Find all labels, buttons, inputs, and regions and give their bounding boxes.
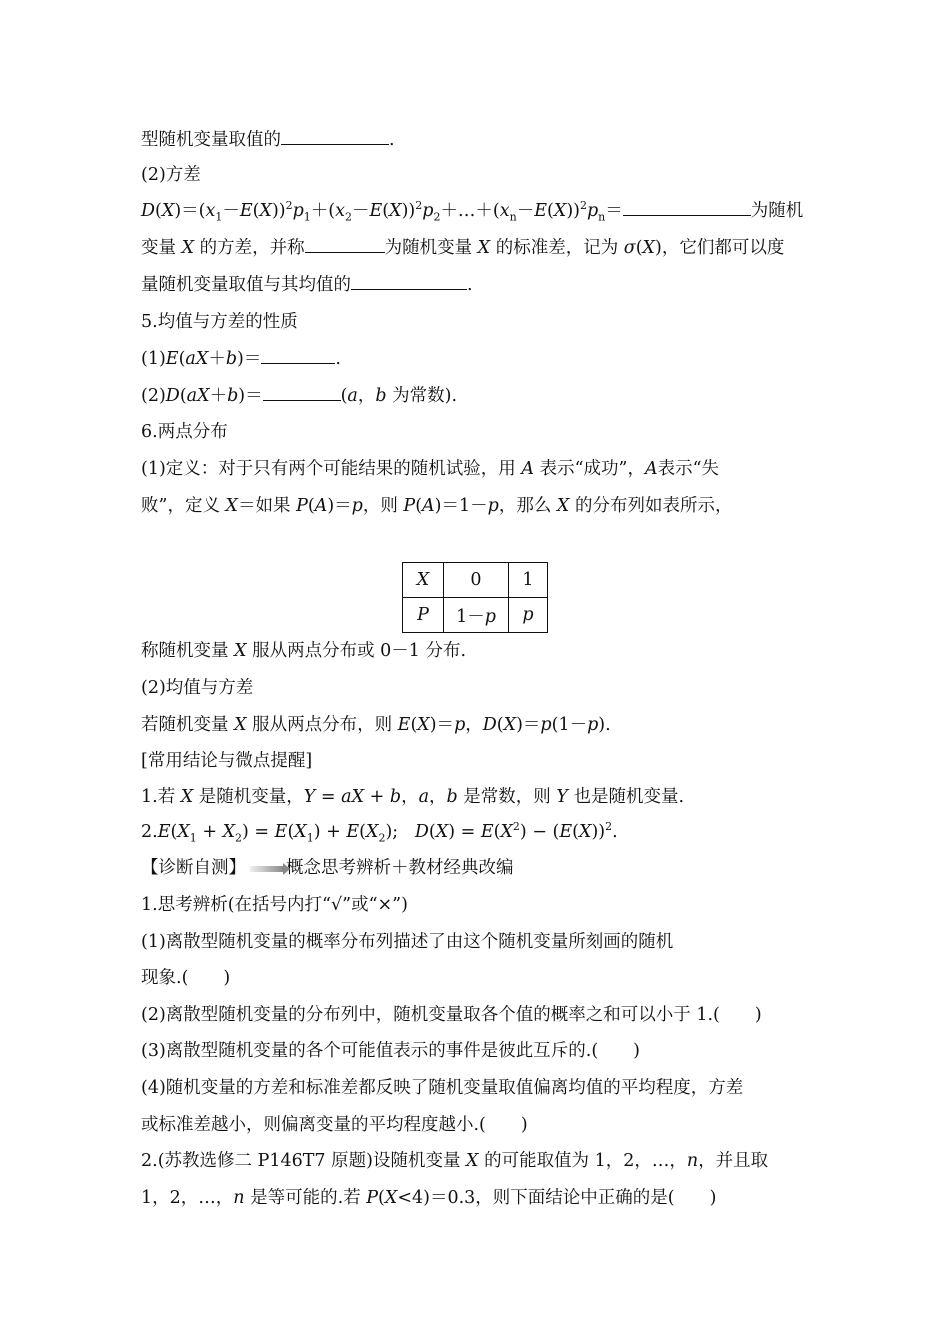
- heading-conclusions: [141, 749, 813, 773]
- var: P: [366, 1188, 379, 1208]
- sub: 1: [303, 210, 311, 224]
- text: (: [635, 238, 643, 258]
- table-cell: [403, 563, 444, 598]
- text: ).: [598, 715, 611, 735]
- line-item-1b: [141, 966, 813, 990]
- text: (1)定义：对于只有两个可能结果的随机试验，用: [141, 459, 522, 479]
- var: X: [466, 1151, 479, 1171]
- var: p: [586, 201, 599, 221]
- text: ，那么: [498, 496, 557, 516]
- sub: 2: [378, 831, 386, 845]
- var: p: [351, 496, 363, 516]
- text: P: [417, 605, 429, 625]
- line-question-2a: [141, 1149, 813, 1173]
- text: =: [315, 787, 342, 807]
- text: 是常数，则: [457, 787, 557, 807]
- text: +: [196, 822, 223, 842]
- line-two-point-name: [141, 639, 813, 663]
- line-std-dev: [141, 236, 813, 260]
- var: E: [274, 822, 288, 842]
- var: X: [180, 787, 194, 807]
- text: X: [416, 570, 430, 590]
- var: P: [403, 496, 416, 516]
- text: 6.两点分布: [141, 422, 228, 442]
- text: 的方差，并称: [194, 238, 305, 258]
- text: ，: [429, 787, 447, 807]
- text: )，它们都可以度: [655, 238, 785, 258]
- text: p: [484, 606, 496, 627]
- text: 1.思考辨析(在括号内打“√”或“×”): [141, 895, 408, 915]
- table-cell: [403, 598, 444, 633]
- text: 的标准差，记为: [490, 238, 624, 258]
- var: x: [335, 201, 345, 221]
- var: a: [347, 386, 358, 406]
- text: －: [516, 201, 535, 221]
- var: X: [161, 201, 175, 221]
- text: ) =: [242, 822, 275, 842]
- line-item-2: [141, 1003, 813, 1027]
- text: 是随机变量，: [193, 787, 304, 807]
- var: X: [553, 201, 567, 221]
- text: )): [271, 201, 286, 221]
- var: Y: [556, 787, 568, 807]
- var: D: [414, 822, 429, 842]
- text: (3)离散型随机变量的各个可能值表示的事件是彼此互斥的.( ): [141, 1041, 641, 1061]
- var: E: [480, 822, 494, 842]
- text: ＋(: [310, 201, 336, 221]
- line-variance-linear: [141, 384, 813, 408]
- text: －: [222, 201, 240, 221]
- text: )): [566, 201, 580, 221]
- line-item-3: [141, 1039, 813, 1063]
- var: X: [417, 715, 430, 735]
- text: ＝: [605, 201, 623, 221]
- text: (1－: [551, 715, 588, 735]
- text: 设随机变量: [372, 1151, 467, 1171]
- text: )＝1－: [434, 496, 488, 516]
- var: b: [227, 386, 239, 406]
- text: －: [352, 201, 370, 221]
- var: E: [346, 822, 360, 842]
- text: )): [591, 822, 606, 842]
- text: (: [178, 349, 186, 369]
- var: E: [397, 715, 411, 735]
- text: (: [496, 715, 504, 735]
- text: )＝: [237, 349, 262, 369]
- var: p: [292, 201, 304, 221]
- text: (: [179, 386, 187, 406]
- text: 称随机变量: [141, 641, 235, 661]
- heading-mean-variance: [141, 676, 813, 700]
- heading-self-test: [141, 856, 813, 880]
- text: ，: [465, 715, 483, 735]
- var: X: [384, 1188, 398, 1208]
- var: X: [225, 496, 238, 516]
- line-item-4b: [141, 1113, 813, 1137]
- text: 表示“失: [657, 459, 720, 479]
- text: (: [378, 1188, 385, 1208]
- var: X: [234, 641, 247, 661]
- var: X: [177, 822, 190, 842]
- var: E: [559, 822, 573, 842]
- text: )＝(: [174, 201, 206, 221]
- var: A: [314, 496, 328, 516]
- text: (: [287, 822, 295, 842]
- line-definition-1: [141, 457, 813, 481]
- text: 变量: [141, 238, 182, 258]
- text: 概念思考辨析＋教材经典改编: [286, 858, 514, 878]
- text: (2)方差: [141, 165, 201, 185]
- text: (: [428, 822, 436, 842]
- text: ) +: [313, 822, 347, 842]
- heading-two-point: [141, 420, 813, 444]
- text: 型随机变量取值的: [141, 130, 281, 150]
- text: )＝: [429, 715, 455, 735]
- var: X: [642, 238, 656, 258]
- text: 服从两点分布或 0－1 分布.: [246, 641, 467, 661]
- sub: 2: [235, 831, 243, 845]
- text: (2)均值与方差: [141, 678, 254, 698]
- text: ，: [401, 787, 419, 807]
- text: 为随机变量: [384, 238, 478, 258]
- text: ＝如果: [237, 496, 297, 516]
- text: .: [612, 822, 618, 842]
- sub: 1: [306, 831, 314, 845]
- text: 1，2，…，: [141, 1188, 234, 1208]
- var: E: [165, 349, 179, 369]
- var: X: [503, 715, 517, 735]
- text: ＋: [208, 349, 226, 369]
- text: 2.: [141, 822, 158, 842]
- var: p: [587, 715, 599, 735]
- blank[interactable]: [261, 347, 335, 364]
- text: (: [572, 822, 579, 842]
- var: x: [205, 201, 216, 221]
- var: b: [446, 787, 458, 807]
- var: X: [294, 822, 307, 842]
- text: 表示“成功”，: [534, 459, 645, 479]
- heading-variance: [141, 163, 813, 187]
- text: (: [493, 822, 501, 842]
- text: (4)随机变量的方差和标准差都反映了随机变量取值偏离均值的平均程度，方差: [141, 1078, 744, 1098]
- line-conclusion-1: [141, 785, 813, 809]
- text: 1－: [456, 606, 485, 627]
- table-cell: [444, 598, 509, 633]
- text: );: [385, 822, 415, 842]
- text: (: [155, 201, 162, 221]
- text: (: [547, 201, 554, 221]
- var: X: [389, 201, 402, 221]
- text: 5.均值与方差的性质: [141, 312, 298, 332]
- line-expectation-linear: [141, 347, 813, 371]
- var: n: [233, 1188, 245, 1208]
- text: ，则: [362, 496, 404, 516]
- text: (: [415, 496, 423, 516]
- text: (: [359, 822, 366, 842]
- var: x: [499, 201, 510, 221]
- line-deviation: [141, 273, 813, 297]
- line-item-1a: [141, 930, 813, 954]
- var: b: [375, 386, 387, 406]
- text: 的分布列如表所示，: [569, 496, 733, 516]
- text: (2)离散型随机变量的分布列中，随机变量取各个值的概率之和可以小于 1.( ): [141, 1005, 762, 1025]
- text: (: [410, 715, 418, 735]
- var: aX: [185, 349, 209, 369]
- var: X: [222, 822, 236, 842]
- var: b: [389, 787, 402, 807]
- var: n: [686, 1151, 699, 1171]
- blank[interactable]: [623, 199, 751, 216]
- text: 【诊断自测】: [141, 858, 246, 878]
- var: X: [500, 822, 513, 842]
- var: E: [534, 201, 548, 221]
- text: )): [401, 201, 416, 221]
- var: p: [540, 715, 552, 735]
- text: )＝: [238, 386, 263, 406]
- text: +: [364, 787, 390, 807]
- var: E: [369, 201, 383, 221]
- text: (1): [141, 349, 166, 369]
- text: 若随机变量: [141, 715, 235, 735]
- line-conclusion-2: [141, 820, 813, 844]
- text: ，并且取: [698, 1151, 769, 1171]
- var: p: [422, 201, 434, 221]
- sub: n: [509, 210, 517, 224]
- var: a: [418, 787, 429, 807]
- sup: 2: [605, 820, 613, 834]
- table-cell: [509, 563, 548, 598]
- text: (: [307, 496, 315, 516]
- line-definition-2: [141, 494, 813, 518]
- sup: 2: [285, 199, 293, 213]
- text: (1)离散型随机变量的概率分布列描述了由这个随机变量所刻画的随机: [141, 932, 674, 952]
- blank[interactable]: [281, 128, 389, 145]
- var: aX: [186, 386, 210, 406]
- var: X: [477, 238, 491, 258]
- var: D: [165, 386, 180, 406]
- text: ) =: [448, 822, 481, 842]
- text: 1.若: [141, 787, 181, 807]
- text: 0: [470, 570, 482, 590]
- var: E: [239, 201, 253, 221]
- distribution-table: [402, 562, 548, 633]
- text: 败”，定义: [141, 496, 226, 516]
- var: Y: [303, 787, 316, 807]
- line-question-2b: [141, 1186, 813, 1210]
- text: (: [382, 201, 390, 221]
- var: aX: [341, 787, 365, 807]
- text: .: [335, 349, 341, 369]
- text: 现象.( ): [141, 968, 231, 988]
- sub: 1: [189, 831, 197, 845]
- text: 为随机: [750, 201, 804, 221]
- var: p: [454, 715, 466, 735]
- var: D: [141, 201, 156, 221]
- text: .: [389, 130, 395, 150]
- text: ) − (: [519, 822, 560, 842]
- var: A: [644, 459, 658, 479]
- sub: n: [598, 210, 606, 224]
- var: p: [487, 496, 499, 516]
- sub: 2: [433, 210, 441, 224]
- arrow-right-icon: [250, 866, 284, 872]
- var: b: [225, 349, 238, 369]
- text: 量随机变量取值与其均值的: [141, 275, 351, 295]
- text: (: [170, 822, 178, 842]
- var: E: [157, 822, 171, 842]
- line-two-point-moments: [141, 713, 813, 737]
- sup: 2: [579, 199, 587, 213]
- text: 服从两点分布，则: [246, 715, 398, 735]
- text: 的可能取值为 1，2，…，: [478, 1151, 687, 1171]
- text: .: [467, 275, 473, 295]
- blank[interactable]: [351, 273, 467, 290]
- line-variance-intro: [141, 128, 813, 152]
- table-cell: [509, 598, 548, 633]
- text: ＋: [209, 386, 228, 406]
- text: 1: [522, 570, 534, 590]
- text: )＝: [516, 715, 541, 735]
- table-row: [403, 563, 548, 598]
- heading-properties: [141, 310, 813, 334]
- table-row: [403, 598, 548, 633]
- sup: 2: [415, 199, 423, 213]
- var: A: [422, 496, 435, 516]
- var: σ: [623, 238, 636, 258]
- var: A: [521, 459, 534, 479]
- var: X: [435, 822, 449, 842]
- text: p: [522, 605, 534, 625]
- text: 也是随机变量.: [567, 787, 685, 807]
- text: (: [340, 386, 348, 406]
- text: 为常数).: [386, 386, 458, 406]
- text: (: [252, 201, 260, 221]
- text: 是等可能的.若: [244, 1188, 367, 1208]
- blank[interactable]: [263, 384, 341, 401]
- blank[interactable]: [305, 236, 385, 253]
- var: D: [482, 715, 497, 735]
- var: X: [578, 822, 592, 842]
- text: )＝: [327, 496, 352, 516]
- sub: 2: [345, 210, 352, 224]
- table-cell: [444, 563, 509, 598]
- var: X: [234, 715, 247, 735]
- text: [常用结论与微点提醒]: [141, 751, 313, 771]
- text: ，: [357, 386, 376, 406]
- formula-variance: [141, 199, 813, 223]
- var: X: [365, 822, 379, 842]
- text: ＋…＋(: [440, 201, 500, 221]
- var: X: [181, 238, 195, 258]
- var: X: [259, 201, 272, 221]
- var: X: [556, 496, 570, 516]
- sup: 2: [512, 820, 520, 834]
- line-question-1: [141, 893, 813, 917]
- text: <4)＝0.3，则下面结论中正确的是( ): [397, 1188, 717, 1208]
- text: 2.(苏教选修二 P146T7 原题): [141, 1151, 373, 1171]
- line-item-4a: [141, 1076, 813, 1100]
- text: 或标准差越小，则偏离变量的平均程度越小.( ): [141, 1115, 528, 1135]
- var: P: [296, 496, 308, 516]
- text: (2): [141, 386, 166, 406]
- sub: 1: [215, 210, 223, 224]
